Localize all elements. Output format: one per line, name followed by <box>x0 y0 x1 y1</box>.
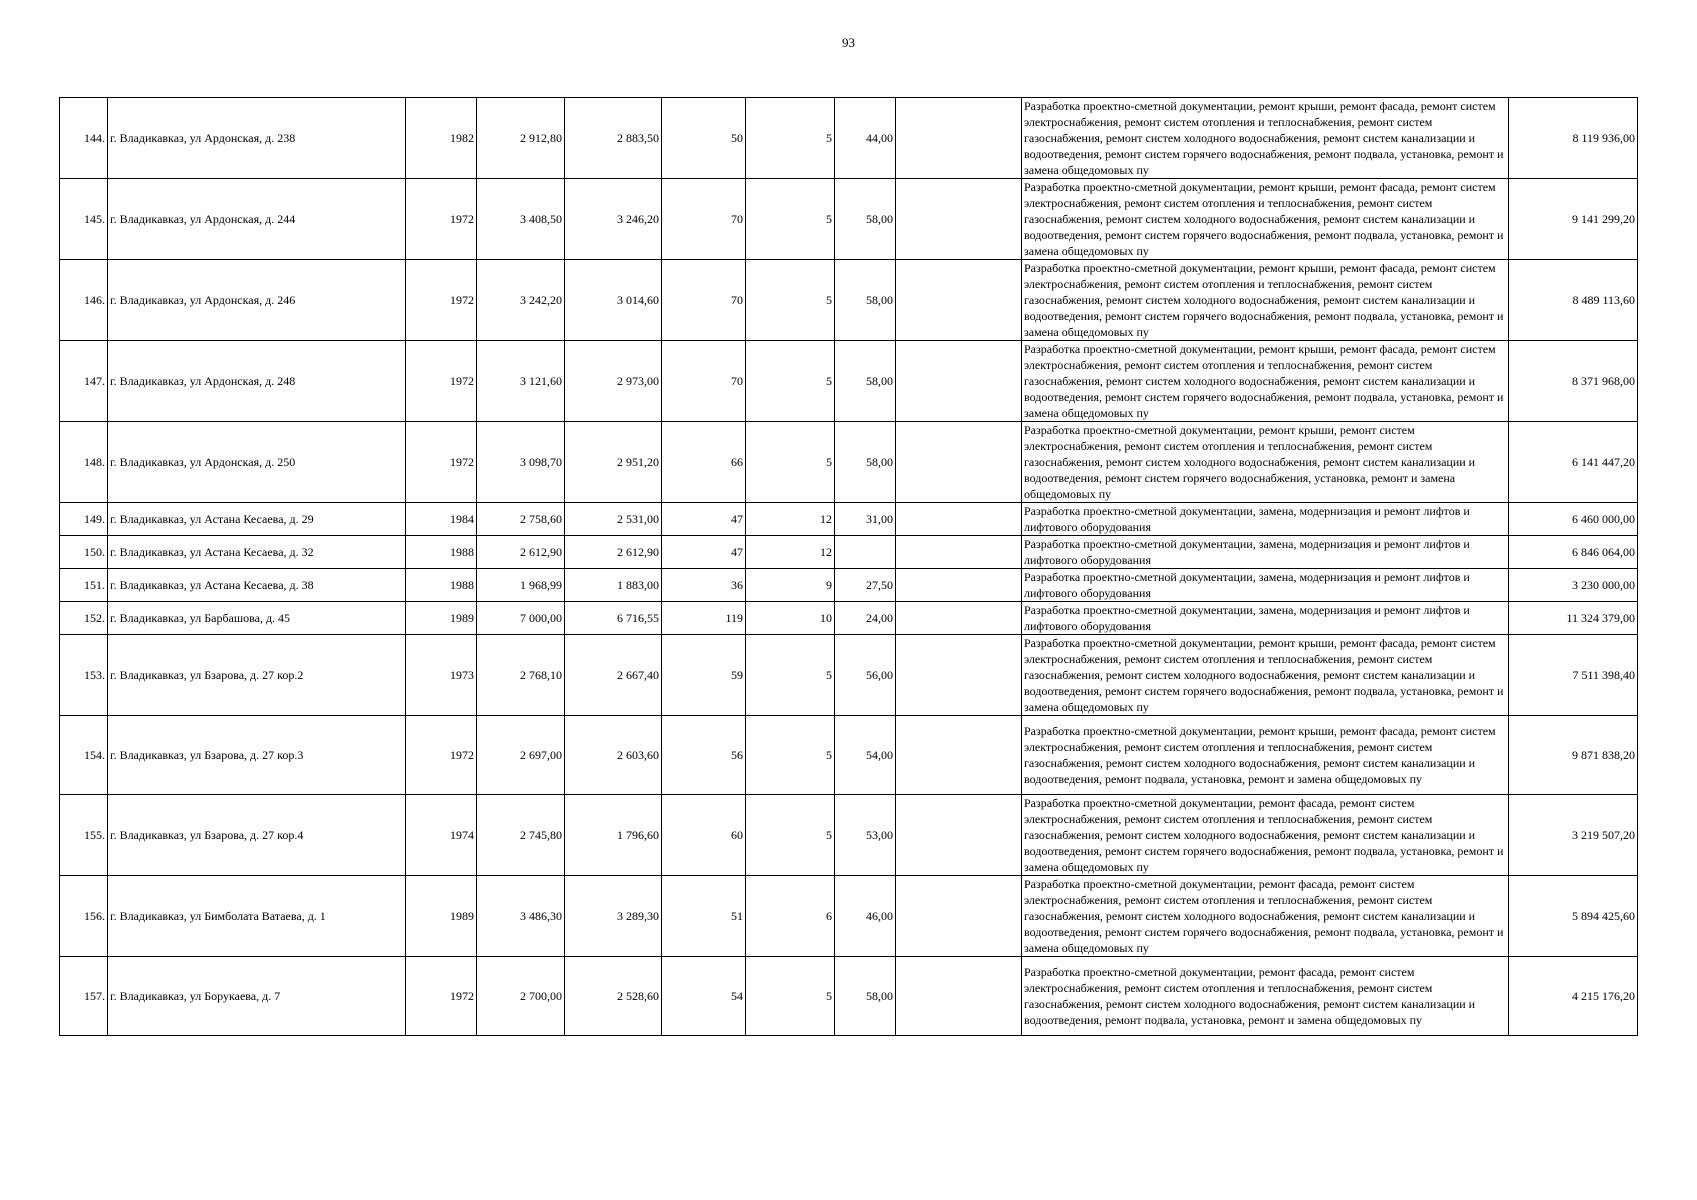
row-number: 145. <box>60 179 108 260</box>
works-description-cell: Разработка проектно-сметной документации, ремонт фасада, ремонт систем электроснабжения, ремонт систем отопления и теплоснабжения, ремонт систем газоснабжения, ремонт систем холодного водоснабжения, ремонт систем канализации и водоотведения, ремонт подвала, установка, ремонт и замена общедомовых пу <box>1022 957 1509 1036</box>
residents-cell: 70 <box>662 260 746 341</box>
cost-cell: 6 460 000,00 <box>1509 503 1638 536</box>
row-number: 153. <box>60 635 108 716</box>
table-row <box>60 536 1638 569</box>
year-cell: 1988 <box>406 536 477 569</box>
cost-cell: 8 371 968,00 <box>1509 341 1638 422</box>
empty-cell <box>896 341 1022 422</box>
table-body <box>60 98 1638 1036</box>
cost-cell: 8 119 936,00 <box>1509 98 1638 179</box>
year-cell: 1972 <box>406 422 477 503</box>
floors-cell: 5 <box>746 957 835 1036</box>
living-area-cell: 2 883,50 <box>565 98 662 179</box>
row-number: 144. <box>60 98 108 179</box>
row-number: 149. <box>60 503 108 536</box>
empty-cell <box>896 260 1022 341</box>
row-number: 150. <box>60 536 108 569</box>
total-area-cell: 2 912,80 <box>477 98 565 179</box>
works-description-cell: Разработка проектно-сметной документации, ремонт крыши, ремонт фасада, ремонт систем электроснабжения, ремонт систем отопления и теплоснабжения, ремонт систем газоснабжения, ремонт систем холодного водоснабжения, ремонт систем канализации и водоотведения, ремонт систем горячего водоснабжения, ремонт подвала, установка, ремонт и замена общедомовых пу <box>1022 635 1509 716</box>
floors-cell: 9 <box>746 569 835 602</box>
living-area-cell: 2 612,90 <box>565 536 662 569</box>
total-area-cell: 7 000,00 <box>477 602 565 635</box>
wear-cell: 54,00 <box>835 716 896 795</box>
residents-cell: 119 <box>662 602 746 635</box>
residents-cell: 47 <box>662 503 746 536</box>
row-number: 151. <box>60 569 108 602</box>
works-description-cell: Разработка проектно-сметной документации, замена, модернизация и ремонт лифтов и лифтового оборудования <box>1022 536 1509 569</box>
address-cell: г. Владикавказ, ул Борукаева, д. 7 <box>108 957 406 1036</box>
total-area-cell: 2 768,10 <box>477 635 565 716</box>
floors-cell: 5 <box>746 422 835 503</box>
table-row <box>60 98 1638 179</box>
year-cell: 1972 <box>406 716 477 795</box>
address-cell: г. Владикавказ, ул Ардонская, д. 250 <box>108 422 406 503</box>
living-area-cell: 2 973,00 <box>565 341 662 422</box>
total-area-cell: 2 697,00 <box>477 716 565 795</box>
residents-cell: 50 <box>662 98 746 179</box>
cost-cell: 3 230 000,00 <box>1509 569 1638 602</box>
table-row <box>60 716 1638 795</box>
row-number: 147. <box>60 341 108 422</box>
total-area-cell: 1 968,99 <box>477 569 565 602</box>
table-row <box>60 876 1638 957</box>
residents-cell: 66 <box>662 422 746 503</box>
total-area-cell: 3 242,20 <box>477 260 565 341</box>
row-number: 148. <box>60 422 108 503</box>
living-area-cell: 1 796,60 <box>565 795 662 876</box>
page-number: 93 <box>842 35 855 50</box>
residents-cell: 54 <box>662 957 746 1036</box>
year-cell: 1988 <box>406 569 477 602</box>
row-number: 156. <box>60 876 108 957</box>
wear-cell: 44,00 <box>835 98 896 179</box>
cost-cell: 9 871 838,20 <box>1509 716 1638 795</box>
year-cell: 1973 <box>406 635 477 716</box>
wear-cell: 53,00 <box>835 795 896 876</box>
table-row <box>60 569 1638 602</box>
total-area-cell: 3 408,50 <box>477 179 565 260</box>
wear-cell: 24,00 <box>835 602 896 635</box>
row-number: 157. <box>60 957 108 1036</box>
residents-cell: 60 <box>662 795 746 876</box>
wear-cell: 58,00 <box>835 179 896 260</box>
empty-cell <box>896 503 1022 536</box>
cost-cell: 4 215 176,20 <box>1509 957 1638 1036</box>
year-cell: 1984 <box>406 503 477 536</box>
residents-cell: 36 <box>662 569 746 602</box>
residents-cell: 70 <box>662 341 746 422</box>
year-cell: 1972 <box>406 260 477 341</box>
empty-cell <box>896 422 1022 503</box>
empty-cell <box>896 179 1022 260</box>
wear-cell: 58,00 <box>835 422 896 503</box>
table-row <box>60 422 1638 503</box>
cost-cell: 9 141 299,20 <box>1509 179 1638 260</box>
empty-cell <box>896 569 1022 602</box>
wear-cell: 58,00 <box>835 341 896 422</box>
year-cell: 1982 <box>406 98 477 179</box>
table-row <box>60 179 1638 260</box>
works-description-cell: Разработка проектно-сметной документации, ремонт крыши, ремонт фасада, ремонт систем электроснабжения, ремонт систем отопления и теплоснабжения, ремонт систем газоснабжения, ремонт систем холодного водоснабжения, ремонт систем канализации и водоотведения, ремонт подвала, установка, ремонт и замена общедомовых пу <box>1022 716 1509 795</box>
row-number: 154. <box>60 716 108 795</box>
living-area-cell: 2 951,20 <box>565 422 662 503</box>
address-cell: г. Владикавказ, ул Ардонская, д. 244 <box>108 179 406 260</box>
floors-cell: 5 <box>746 635 835 716</box>
empty-cell <box>896 536 1022 569</box>
address-cell: г. Владикавказ, ул Бзарова, д. 27 кор.2 <box>108 635 406 716</box>
works-description-cell: Разработка проектно-сметной документации, замена, модернизация и ремонт лифтов и лифтового оборудования <box>1022 602 1509 635</box>
total-area-cell: 2 700,00 <box>477 957 565 1036</box>
living-area-cell: 3 289,30 <box>565 876 662 957</box>
floors-cell: 6 <box>746 876 835 957</box>
total-area-cell: 3 098,70 <box>477 422 565 503</box>
works-description-cell: Разработка проектно-сметной документации, ремонт крыши, ремонт фасада, ремонт систем электроснабжения, ремонт систем отопления и теплоснабжения, ремонт систем газоснабжения, ремонт систем холодного водоснабжения, ремонт систем канализации и водоотведения, ремонт систем горячего водоснабжения, ремонт подвала, установка, ремонт и замена общедомовых пу <box>1022 179 1509 260</box>
wear-cell: 56,00 <box>835 635 896 716</box>
address-cell: г. Владикавказ, ул Астана Кесаева, д. 38 <box>108 569 406 602</box>
floors-cell: 10 <box>746 602 835 635</box>
address-cell: г. Владикавказ, ул Астана Кесаева, д. 29 <box>108 503 406 536</box>
cost-cell: 6 846 064,00 <box>1509 536 1638 569</box>
table-row <box>60 602 1638 635</box>
repair-program-table <box>59 97 1638 1036</box>
cost-cell: 11 324 379,00 <box>1509 602 1638 635</box>
row-number: 152. <box>60 602 108 635</box>
total-area-cell: 3 486,30 <box>477 876 565 957</box>
floors-cell: 12 <box>746 503 835 536</box>
year-cell: 1972 <box>406 341 477 422</box>
total-area-cell: 2 612,90 <box>477 536 565 569</box>
cost-cell: 8 489 113,60 <box>1509 260 1638 341</box>
living-area-cell: 6 716,55 <box>565 602 662 635</box>
living-area-cell: 3 246,20 <box>565 179 662 260</box>
living-area-cell: 2 528,60 <box>565 957 662 1036</box>
living-area-cell: 2 531,00 <box>565 503 662 536</box>
works-description-cell: Разработка проектно-сметной документации, замена, модернизация и ремонт лифтов и лифтового оборудования <box>1022 569 1509 602</box>
floors-cell: 5 <box>746 716 835 795</box>
empty-cell <box>896 795 1022 876</box>
empty-cell <box>896 602 1022 635</box>
floors-cell: 5 <box>746 98 835 179</box>
total-area-cell: 3 121,60 <box>477 341 565 422</box>
total-area-cell: 2 758,60 <box>477 503 565 536</box>
row-number: 155. <box>60 795 108 876</box>
cost-cell: 6 141 447,20 <box>1509 422 1638 503</box>
cost-cell: 3 219 507,20 <box>1509 795 1638 876</box>
wear-cell: 58,00 <box>835 260 896 341</box>
empty-cell <box>896 98 1022 179</box>
table-row <box>60 795 1638 876</box>
table-row <box>60 503 1638 536</box>
empty-cell <box>896 876 1022 957</box>
address-cell: г. Владикавказ, ул Бзарова, д. 27 кор.3 <box>108 716 406 795</box>
residents-cell: 70 <box>662 179 746 260</box>
living-area-cell: 3 014,60 <box>565 260 662 341</box>
wear-cell: 27,50 <box>835 569 896 602</box>
address-cell: г. Владикавказ, ул Ардонская, д. 238 <box>108 98 406 179</box>
floors-cell: 12 <box>746 536 835 569</box>
works-description-cell: Разработка проектно-сметной документации, ремонт крыши, ремонт фасада, ремонт систем электроснабжения, ремонт систем отопления и теплоснабжения, ремонт систем газоснабжения, ремонт систем холодного водоснабжения, ремонт систем канализации и водоотведения, ремонт систем горячего водоснабжения, ремонт подвала, установка, ремонт и замена общедомовых пу <box>1022 260 1509 341</box>
table-row <box>60 635 1638 716</box>
year-cell: 1989 <box>406 876 477 957</box>
works-description-cell: Разработка проектно-сметной документации, ремонт крыши, ремонт фасада, ремонт систем электроснабжения, ремонт систем отопления и теплоснабжения, ремонт систем газоснабжения, ремонт систем холодного водоснабжения, ремонт систем канализации и водоотведения, ремонт систем горячего водоснабжения, ремонт подвала, установка, ремонт и замена общедомовых пу <box>1022 341 1509 422</box>
total-area-cell: 2 745,80 <box>477 795 565 876</box>
works-description-cell: Разработка проектно-сметной документации, замена, модернизация и ремонт лифтов и лифтового оборудования <box>1022 503 1509 536</box>
living-area-cell: 2 667,40 <box>565 635 662 716</box>
empty-cell <box>896 635 1022 716</box>
address-cell: г. Владикавказ, ул Ардонская, д. 246 <box>108 260 406 341</box>
residents-cell: 56 <box>662 716 746 795</box>
year-cell: 1972 <box>406 957 477 1036</box>
wear-cell <box>835 536 896 569</box>
works-description-cell: Разработка проектно-сметной документации, ремонт фасада, ремонт систем электроснабжения, ремонт систем отопления и теплоснабжения, ремонт систем газоснабжения, ремонт систем холодного водоснабжения, ремонт систем канализации и водоотведения, ремонт систем горячего водоснабжения, ремонт подвала, установка, ремонт и замена общедомовых пу <box>1022 876 1509 957</box>
year-cell: 1989 <box>406 602 477 635</box>
cost-cell: 5 894 425,60 <box>1509 876 1638 957</box>
floors-cell: 5 <box>746 179 835 260</box>
year-cell: 1974 <box>406 795 477 876</box>
table-row <box>60 260 1638 341</box>
empty-cell <box>896 716 1022 795</box>
wear-cell: 31,00 <box>835 503 896 536</box>
address-cell: г. Владикавказ, ул Ардонская, д. 248 <box>108 341 406 422</box>
floors-cell: 5 <box>746 341 835 422</box>
wear-cell: 46,00 <box>835 876 896 957</box>
living-area-cell: 1 883,00 <box>565 569 662 602</box>
year-cell: 1972 <box>406 179 477 260</box>
cost-cell: 7 511 398,40 <box>1509 635 1638 716</box>
works-description-cell: Разработка проектно-сметной документации, ремонт фасада, ремонт систем электроснабжения, ремонт систем отопления и теплоснабжения, ремонт систем газоснабжения, ремонт систем холодного водоснабжения, ремонт систем канализации и водоотведения, ремонт систем горячего водоснабжения, ремонт подвала, установка, ремонт и замена общедомовых пу <box>1022 795 1509 876</box>
address-cell: г. Владикавказ, ул Бимболата Ватаева, д. 1 <box>108 876 406 957</box>
works-description-cell: Разработка проектно-сметной документации, ремонт крыши, ремонт систем электроснабжения, ремонт систем отопления и теплоснабжения, ремонт систем газоснабжения, ремонт систем холодного водоснабжения, ремонт систем канализации и водоотведения, ремонт систем горячего водоснабжения, установка, ремонт и замена общедомовых пу <box>1022 422 1509 503</box>
address-cell: г. Владикавказ, ул Бзарова, д. 27 кор.4 <box>108 795 406 876</box>
residents-cell: 51 <box>662 876 746 957</box>
residents-cell: 59 <box>662 635 746 716</box>
empty-cell <box>896 957 1022 1036</box>
works-description-cell: Разработка проектно-сметной документации, ремонт крыши, ремонт фасада, ремонт систем электроснабжения, ремонт систем отопления и теплоснабжения, ремонт систем газоснабжения, ремонт систем холодного водоснабжения, ремонт систем канализации и водоотведения, ремонт систем горячего водоснабжения, ремонт подвала, установка, ремонт и замена общедомовых пу <box>1022 98 1509 179</box>
floors-cell: 5 <box>746 260 835 341</box>
row-number: 146. <box>60 260 108 341</box>
residents-cell: 47 <box>662 536 746 569</box>
address-cell: г. Владикавказ, ул Барбашова, д. 45 <box>108 602 406 635</box>
address-cell: г. Владикавказ, ул Астана Кесаева, д. 32 <box>108 536 406 569</box>
wear-cell: 58,00 <box>835 957 896 1036</box>
table-row <box>60 957 1638 1036</box>
floors-cell: 5 <box>746 795 835 876</box>
living-area-cell: 2 603,60 <box>565 716 662 795</box>
table-row <box>60 341 1638 422</box>
